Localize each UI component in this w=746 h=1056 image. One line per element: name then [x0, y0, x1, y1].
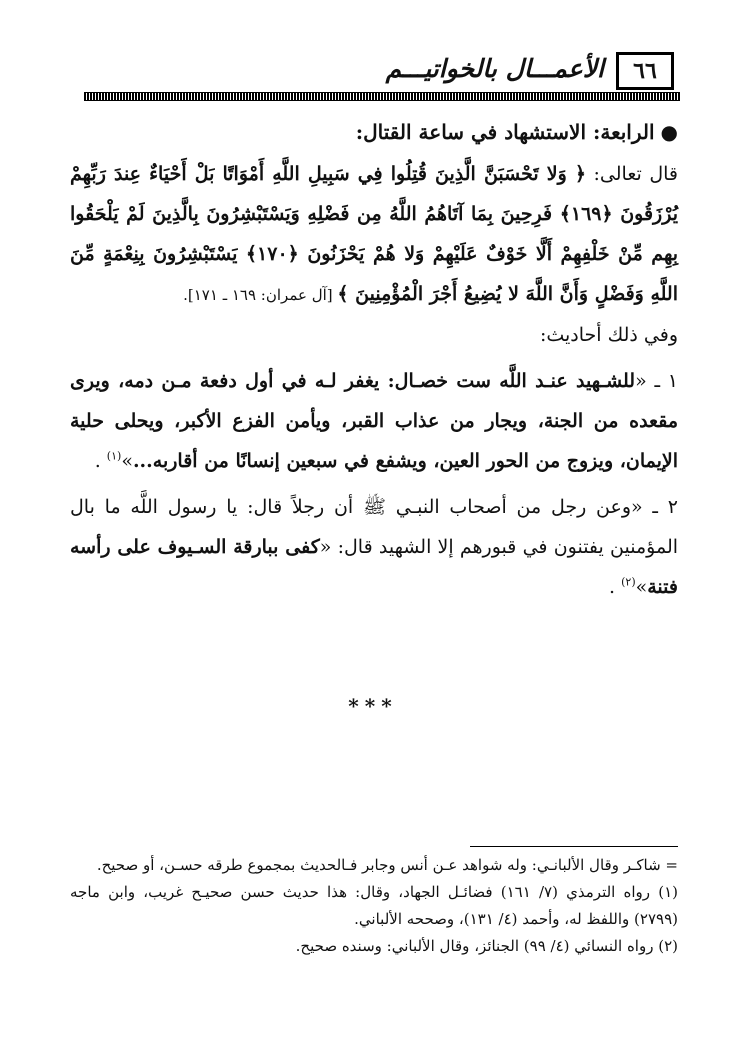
- section-heading: [70, 112, 678, 152]
- running-title: الأعمـــال بالخواتيـــم: [385, 54, 604, 83]
- footnote-rule: [470, 846, 678, 847]
- footnote-1: (١) رواه الترمذي (٧/ ١٦١) فضائـل الجهاد، وقال: هذا حديث حسن صحيـح غريب، وابن ماجه (٢٧٩٩) واللفظ له، وأحمد (٤/ ١٣١)، وصححه الألباني.: [70, 883, 678, 928]
- hadith-2-end: .: [609, 576, 622, 598]
- hadith-1-suffix: »: [121, 450, 133, 472]
- bullet-icon: ●: [660, 120, 678, 144]
- hadith-2-suffix: »: [635, 576, 648, 598]
- header-rule: [84, 92, 680, 101]
- verse-reference: [آل عمران: ١٦٩ ـ ١٧١].: [183, 286, 338, 304]
- verse-intro: قال تعالى:: [586, 163, 678, 185]
- verse-paragraph: [70, 154, 678, 315]
- footnote-2: (٢) رواه النسائي (٤/ ٩٩) الجنائز، وقال الألباني: وسنده صحيح.: [295, 937, 678, 955]
- hadith-1-end: .: [94, 450, 107, 472]
- footnotes: [70, 852, 678, 960]
- page-number: ٦٦: [616, 52, 674, 90]
- ahadith-intro: وفي ذلك أحاديث:: [539, 324, 678, 346]
- hadith-1: [70, 361, 678, 481]
- hadith-1-prefix: ١ ـ «: [635, 370, 678, 392]
- hadith-2-text: ٢ ـ «وعن رجل من أصحاب النبـي ﷺ أن رجلاً قال: يا رسول اللَّه ما بال المؤمنين يفتنون في قبورهم إلا الشهيد قال: «: [70, 496, 679, 558]
- hadith-2: [70, 487, 678, 607]
- hadith-2-quote: كفى ببارقة السـيوف على رأسه فتنة: [70, 536, 678, 598]
- quran-verse: ﴿ وَلا تَحْسَبَنَّ الَّذِينَ قُتِلُوا فِي سَبِيلِ اللَّهِ أَمْوَاتًا بَلْ أَحْيَاءٌ عِندَ رَبِّهِمْ يُرْزَقُونَ ﴿١٦٩﴾ فَرِحِينَ بِمَا آتَاهُمُ اللَّهُ مِن فَضْلِهِ وَيَسْتَبْشِرُونَ بِالَّذِينَ لَمْ يَلْحَقُوا بِهِم مِّنْ خَلْفِهِمْ أَلَّا خَوْفٌ عَلَيْهِمْ وَلا هُمْ يَحْزَنُونَ ﴿١٧٠﴾ يَسْتَبْشِرُونَ بِنِعْمَةٍ مِّنَ اللَّهِ وَفَضْلٍ وَأَنَّ اللَّهَ لا يُضِيعُ أَجْرَ الْمُؤْمِنِينَ ﴾: [70, 163, 679, 305]
- heading-text: الرابعة: الاستشهاد في ساعة القتال:: [355, 120, 655, 144]
- main-text: [70, 112, 678, 607]
- footnote-continued: = شاكـر وقال الألبانـي: وله شواهد عـن أنس وجابر فـالحديث بمجموع طرقه حسـن، أو صحيح.: [96, 856, 678, 874]
- hadith-1-text: للشـهيد عنـد اللَّه ست خصـال: يغفر لـه في أول دفعة مـن دمه، ويرى مقعده من الجنة، ويجار من عذاب القبر، ويأمن الفزع الأكبر، ويحلى حلية الإيمان، ويزوج من الحور العين، ويشفع في سبعين إنسانًا من أقاربه...: [70, 370, 678, 472]
- footnote-marker-1: (١): [106, 449, 122, 463]
- page-header: [84, 52, 680, 100]
- footnote-marker-2: (٢): [621, 575, 636, 589]
- section-separator: ***: [348, 694, 398, 718]
